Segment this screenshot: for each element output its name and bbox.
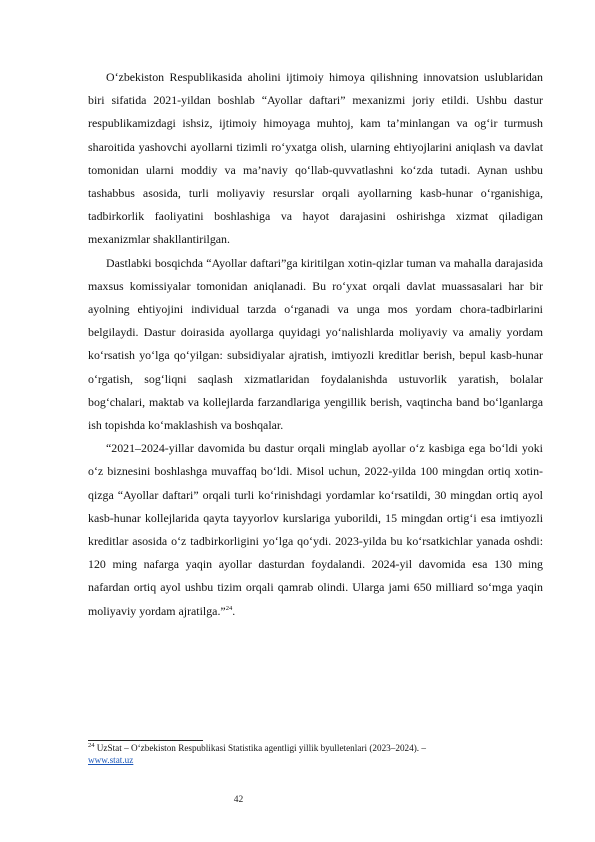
footnote-number: 24 xyxy=(88,741,95,749)
document-body xyxy=(88,66,543,623)
page-number: 42 xyxy=(233,795,244,805)
paragraph-3 xyxy=(88,437,543,623)
footnote-text: UzStat – O‘zbekiston Respublikasi Statistika agentligi yillik byulletenlari (2023–2024). – xyxy=(96,743,426,753)
footnote xyxy=(88,743,543,766)
footnote-reference[interactable]: 24 xyxy=(225,604,233,612)
footnote-link[interactable]: www.stat.uz xyxy=(88,754,134,765)
paragraph-1: O‘zbekiston Respublikasida aholini ijtimoiy himoya qilishning innovatsion uslublaridan biri sifatida 2021-yildan boshlab “Ayollar daftari” mexanizmi joriy etildi. Ushbu dastur respublikamizdagi ishsiz, ijtimoiy himoyaga muhtoj, kam ta’minlangan va og‘ir turmush sharoitida yashovchi ayollarni tizimli ro‘yxatga olish, ularning ehtiyojlarini aniqlash va davlat tomonidan ularni moddiy va ma’naviy qo‘llab-quvvatlashni ko‘zda tutadi. Aynan ushbu tashabbus asosida, turli moliyaviy resurslar orqali ayollarning kasb-hunar o‘rganishiga, tadbirkorlik faoliyatini boshlashiga va hayot darajasini oshirishga xizmat qiladigan mexanizmlar shakllantirilgan. xyxy=(88,70,543,247)
paragraph-2: Dastlabki bosqichda “Ayollar daftari”ga kiritilgan xotin-qizlar tuman va mahalla darajasida maxsus komissiyalar tomonidan aniqlanadi. Bu ro‘yxat orqali davlat muassasalari har bir ayolning ehtiyojini individual tarzda o‘rganadi va unga mos yordam chora-tadbirlarini belgilaydi. Dastur doirasida ayollarga quyidagi yo‘nalishlarda moliyaviy va amaliy yordam ko‘rsatish yo‘lga qo‘yilgan: subsidiyalar ajratish, imtiyozli kreditlar berish, bepul kasb-hunar o‘rgatish, sog‘liqni saqlash xizmatlaridan foydalanishda ustuvorlik yaratish, bolalar bog‘chalari, maktab va kollejlarda farzandlariga yengillik berish, vaqtincha band bo‘lganlarga ish topishda ko‘maklashish va boshqalar. xyxy=(88,255,543,433)
footnote-divider xyxy=(88,740,203,741)
paragraph-3-end: . xyxy=(232,603,236,618)
paragraph-3-text: “2021–2024-yillar davomida bu dastur orqali minglab ayollar o‘z kasbiga ega bo‘ldi yoki o‘z biznesini boshlashga muvaffaq bo‘ldi. Misol uchun, 2022-yilda 100 mingdan ortiq xotin-qizga “Ayollar daftari” orqali turli ko‘rinishdagi yordamlar ko‘rsatildi, 30 mingdan ortiq ayol kasb-hunar kollejlarida qayta tayyorlov kurslariga yuborildi, 15 mingdan ortig‘i esa imtiyozli kreditlar asosida o‘z tadbirkorligini yo‘lga qo‘ydi. 2023-yilda bu ko‘rsatkichlar yanada oshdi: 120 ming nafarga yaqin ayollar dasturdan foydalandi. 2024-yil davomida esa 130 ming nafardan ortiq ayol ushbu tizim orqali qamrab olindi. Ularga jami 650 milliard so‘mga yaqin moliyaviy yordam ajratilga.” xyxy=(88,441,543,618)
